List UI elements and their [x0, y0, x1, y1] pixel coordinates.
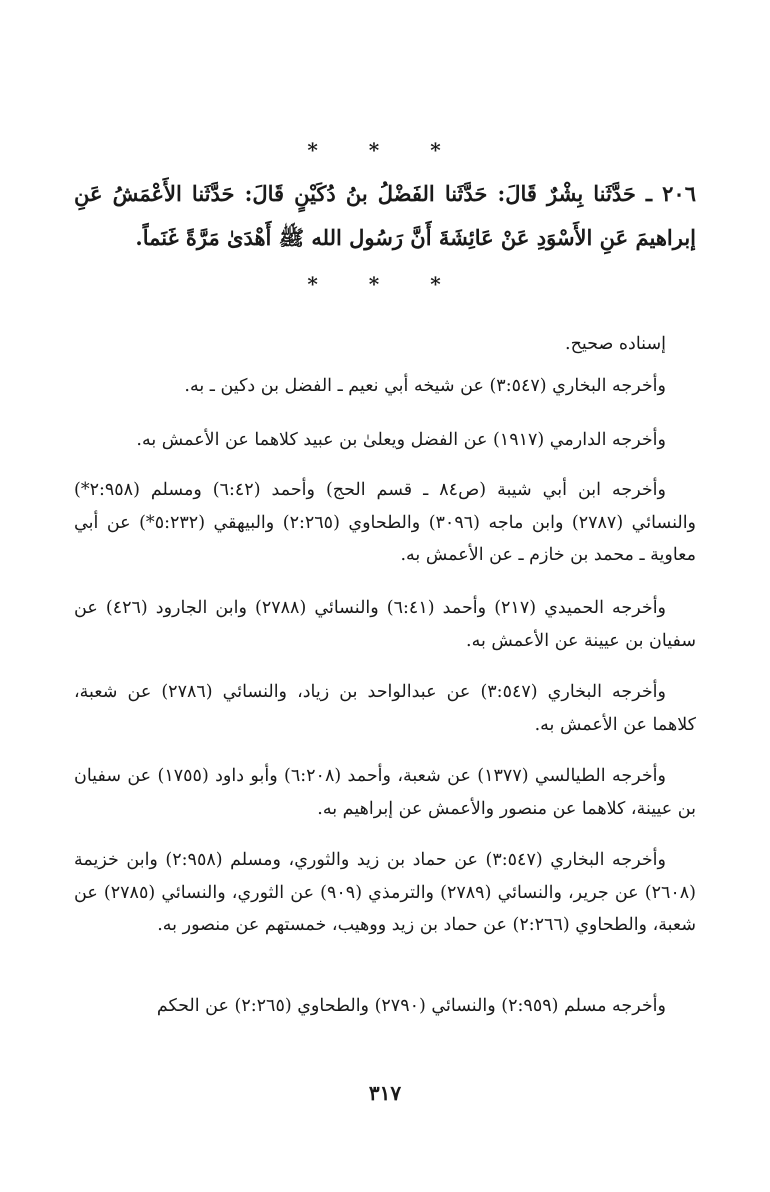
- separator-stars-top: * * *: [307, 138, 463, 162]
- commentary-paragraph: وأخرجه مسلم (٢:٩٥٩) والنسائي (٢٧٩٠) والطحاوي (٢:٢٦٥) عن الحكم: [156, 996, 666, 1016]
- commentary-paragraph-isnad: إسناده صحيح.: [565, 334, 666, 354]
- commentary-paragraph: وأخرجه الدارمي (١٩١٧) عن الفضل ويعلىٰ بن عبيد كلاهما عن الأعمش به.: [136, 430, 666, 450]
- commentary-paragraph: وأخرجه البخاري (٣:٥٤٧) عن حماد بن زيد والثوري، ومسلم (٢:٩٥٨) وابن خزيمة (٢٦٠٨) عن جرير، والنسائي (٢٧٨٩) والترمذي (٩٠٩) عن الثوري، والنسائي (٢٧٨٥) عن شعبة، والطحاوي (٢:٢٦٦) عن حماد بن زيد ووهيب، خمستهم عن منصور به.: [74, 850, 696, 935]
- separator-stars-middle: * * *: [307, 272, 463, 296]
- commentary-paragraph: وأخرجه البخاري (٣:٥٤٧) عن شيخه أبي نعيم ـ الفضل بن دكين ـ به.: [184, 376, 666, 396]
- commentary-paragraph: وأخرجه الطيالسي (١٣٧٧) عن شعبة، وأحمد (٦:٢٠٨) وأبو داود (١٧٥٥) عن سفيان بن عيينة، كلاهما عن منصور والأعمش عن إبراهيم به.: [74, 766, 696, 819]
- page-number: ٣١٧: [368, 1081, 402, 1105]
- commentary-paragraph: وأخرجه الحميدي (٢١٧) وأحمد (٦:٤١) والنسائي (٢٧٨٨) وابن الجارود (٤٢٦) عن سفيان بن عيينة عن الأعمش به.: [74, 598, 696, 651]
- commentary-paragraph: وأخرجه البخاري (٣:٥٤٧) عن عبدالواحد بن زياد، والنسائي (٢٧٨٦) عن شعبة، كلاهما عن الأعمش به.: [74, 682, 696, 735]
- commentary-paragraph: وأخرجه ابن أبي شيبة (ص٨٤ ـ قسم الحج) وأحمد (٦:٤٢) ومسلم (٢:٩٥٨*) والنسائي (٢٧٨٧) وابن ماجه (٣٠٩٦) والطحاوي (٢:٢٦٥) والبيهقي (٥:٢٣٢*) عن أبي معاوية ـ محمد بن خازم ـ عن الأعمش به.: [74, 480, 697, 565]
- hadith-text: ٢٠٦ ـ حَدَّثَنا بِشْرٌ قَالَ: حَدَّثَنا الفَضْلُ بنُ دُكَيْنٍ قَالَ: حَدَّثَنا الأَعْمَشُ عَنِ إبراهيمَ عَنِ الأَسْوَدِ عَنْ عَائِشَةَ أَنَّ رَسُول الله ﷺ أَهْدَىٰ مَرَّةً غَنَماً.: [74, 181, 696, 250]
- book-page: [74, 0, 696, 1192]
